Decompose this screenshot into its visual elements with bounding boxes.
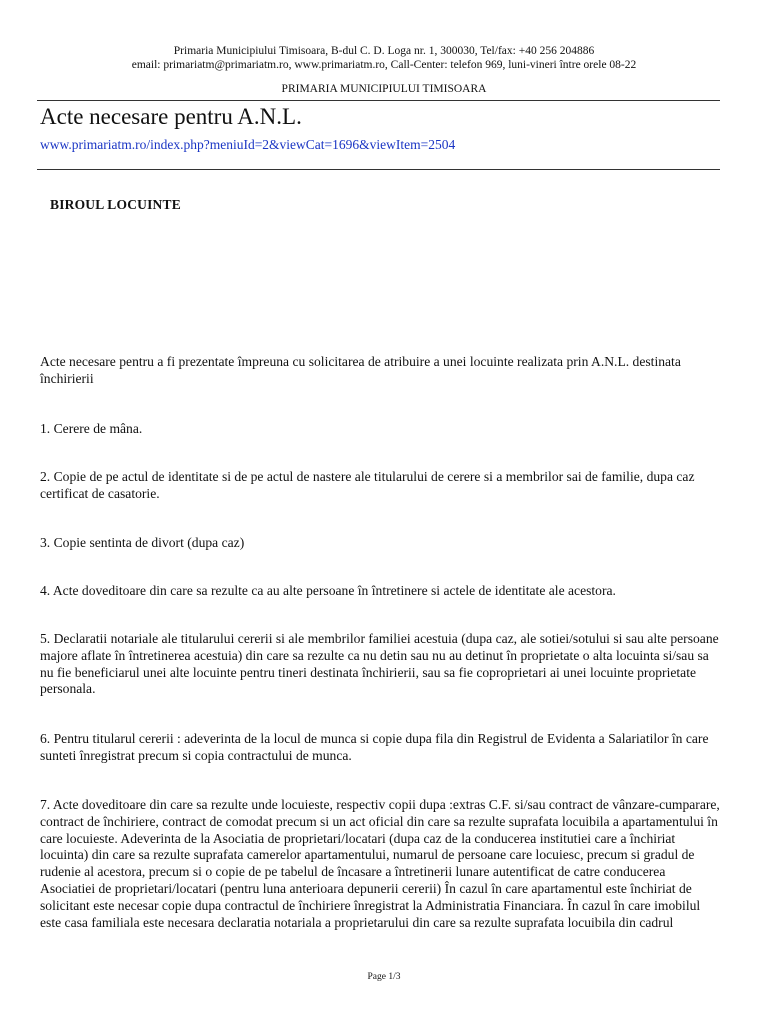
section-heading: BIROUL LOCUINTE: [50, 197, 181, 212]
header-organization: PRIMARIA MUNICIPIULUI TIMISOARA: [281, 83, 487, 95]
list-item: 7. Acte doveditoare din care sa rezulte unde locuieste, respectiv copii dupa :extras C.F. si/sau contract de vânzare-cumparare, contract de închiriere, contract de comodat precum si un act oficial din care sa rezulte suprafata locuibila a apartamentului în care locuieste. Adeverinta de la Asociatia de proprietari/locatari (dupa caz de la conducerea institutiei care a închiriat locuinta) din care sa rezulte suprafata camerelor apartamentului, numarul de persoane care locuiesc, precum si gradul de rudenie al acestora, precum si o copie de pe tabelul de încasare a întretinerii lunare autentificat de catre conducerea Asociatiei de proprietari/locatari (pentru luna anterioara depunerii cererii) În cazul în care apartamentul este închiriat de solicitant este necesar copie dupa contractul de închiriere înregistrat la Administratia Financiara. În cazul în care imobilul este casa familiala este necesara declaratia notariala a proprietarului din care sa rezulte suprafata locuibila din cadrul: [40, 797, 720, 930]
list-item: 3. Copie sentinta de divort (dupa caz): [40, 535, 245, 550]
list-item: 1. Cerere de mâna.: [40, 421, 143, 436]
list-item: 4. Acte doveditoare din care sa rezulte ca au alte persoane în întretinere si actele de identitate ale acestora.: [40, 583, 616, 598]
header-address-line: Primaria Municipiului Timisoara, B-dul C. D. Loga nr. 1, 300030, Tel/fax: +40 256 204886: [173, 45, 595, 57]
list-item: 5. Declaratii notariale ale titularului cererii si ale membrilor familiei acestuia (dupa caz, ale sotiei/sotului si sau alte persoane majore aflate în întretinerea acestuia) din care sa rezulte ca nu detin sau nu au detinut în proprietate o alta locuinta si/sau sa nu fie beneficiarul unei alte locuinte pentru tineri destinata închirierii, sau sa fie coproprietari ai unei locuinte proprietate personala.: [40, 631, 719, 697]
list-item: 2. Copie de pe actul de identitate si de pe actul de nastere ale titularului de cerere si a membrilor sai de familie, dupa caz certificat de casatorie.: [40, 469, 695, 501]
title-divider: [37, 169, 720, 170]
source-url-link[interactable]: www.primariatm.ro/index.php?meniuId=2&viewCat=1696&viewItem=2504: [40, 137, 456, 152]
header-divider: [37, 100, 720, 101]
header-contact-line: email: primariatm@primariatm.ro, www.primariatm.ro, Call-Center: telefon 969, luni-vineri între orele 08-22: [131, 59, 637, 71]
page-title: Acte necesare pentru A.N.L.: [40, 104, 302, 129]
list-item: 6. Pentru titularul cererii : adeverinta de la locul de munca si copie dupa fila din Registrul de Evidenta a Salariatilor în care sunteti înregistrat precum si copia contractului de munca.: [40, 731, 709, 763]
intro-paragraph: Acte necesare pentru a fi prezentate împreuna cu solicitarea de atribuire a unei locuinte realizata prin A.N.L. destinata închirierii: [40, 354, 681, 386]
page-number: Page 1/3: [367, 972, 401, 982]
